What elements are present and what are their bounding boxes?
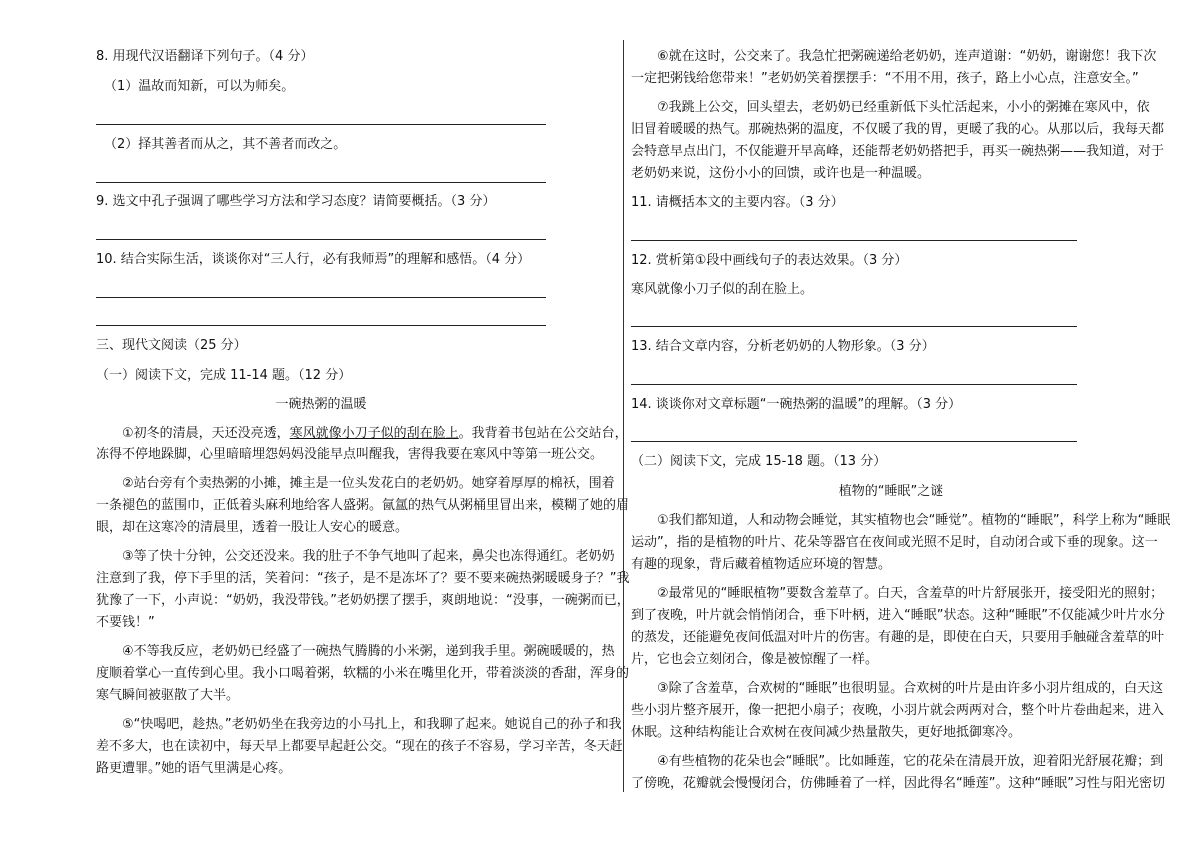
answer-line[interactable] xyxy=(96,182,546,183)
science-paragraph-2-line: 的蒸发，还能避免夜间低温对叶片的伤害。有趣的是，即使在白天，只要用手触碰含羞草的叶 xyxy=(631,630,1165,645)
paragraph-3-line: 犹豫了一下，小声说：“奶奶，我没带钱。”老奶奶摆了摆手，爽朗地说：“没事，一碗粥而已， xyxy=(96,593,630,608)
science-paragraph-4-line: 了傍晚，花瓣就会慢慢闭合，仿佛睡着了一样，因此得名“睡莲”。这种“睡眠”习性与阳光密切 xyxy=(631,776,1165,791)
paragraph-7: ⑦我跳上公交，回头望去，老奶奶已经重新低下头忙活起来，小小的粥摊在寒风中，依 xyxy=(657,100,1150,115)
part-1-heading: （一）阅读下文，完成 11-14 题。（12 分） xyxy=(96,368,352,383)
answer-line[interactable] xyxy=(96,325,546,326)
science-paragraph-4: ④有些植物的花朵也会“睡眠”。比如睡莲，它的花朵在清晨开放，迎着阳光舒展花瓣；到 xyxy=(657,754,1164,769)
answer-line[interactable] xyxy=(631,441,1077,442)
paragraph-2: ②站台旁有个卖热粥的小摊，摊主是一位头发花白的老奶奶。她穿着厚厚的棉袄，围着 xyxy=(122,476,615,491)
question-9: 9. 选文中孔子强调了哪些学习方法和学习态度？请简要概括。（3 分） xyxy=(96,194,496,209)
science-paragraph-2-line: 到了夜晚，叶片就会悄悄闭合，垂下叶柄，进入“睡眠”状态。这种“睡眠”不仅能减少叶片水分 xyxy=(631,608,1165,623)
answer-line[interactable] xyxy=(96,124,546,125)
question-8: 8. 用现代汉语翻译下列句子。（4 分） xyxy=(96,49,314,64)
paragraph-3-line: 注意到了我，停下手里的活，笑着问：“孩子，是不是冻坏了？要不要来碗热粥暖暖身子？”我 xyxy=(96,571,630,586)
paragraph-7-line: 会特意早点出门，不仅能避开早高峰，还能帮老奶奶搭把手，再买一碗热粥——我知道，对于 xyxy=(631,144,1165,159)
paragraph-1: ①初冬的清晨，天还没亮透，寒风就像小刀子似的刮在脸上。我背着书包站在公交站台， xyxy=(122,426,628,441)
paragraph-6-line: 一定把粥钱给您带来！”老奶奶笑着摆摆手：“不用不用，孩子，路上小心点，注意安全。” xyxy=(631,71,1139,86)
answer-line[interactable] xyxy=(631,326,1077,327)
passage-2-title: 植物的“睡眠”之谜 xyxy=(838,484,944,499)
underlined-sentence: 寒风就像小刀子似的刮在脸上 xyxy=(289,426,459,441)
paragraph-5: ⑤“快喝吧，趁热。”老奶奶坐在我旁边的小马扎上，和我聊了起来。她说自己的孙子和我 xyxy=(122,717,622,732)
science-paragraph-1-line: 有趣的现象，背后藏着植物适应环境的智慧。 xyxy=(631,557,892,572)
question-8-1: （1）温故而知新，可以为师矣。 xyxy=(104,79,295,94)
paragraph-2-line: 眼，却在这寒冷的清晨里，透着一股让人安心的暖意。 xyxy=(96,520,409,535)
answer-line[interactable] xyxy=(96,297,546,298)
part-2-heading: （二）阅读下文，完成 15-18 题。（13 分） xyxy=(631,454,887,469)
science-paragraph-3-line: 休眠。这种结构能让合欢树在夜间减少热量散失，更好地抵御寒冷。 xyxy=(631,725,1022,740)
paragraph-7-line: 老奶奶来说，这份小小的回馈，或许也是一种温暖。 xyxy=(631,166,931,181)
paragraph-5-line: 路更遭罪。”她的语气里满是心疼。 xyxy=(96,761,292,776)
science-paragraph-3: ③除了含羞草，合欢树的“睡眠”也很明显。合欢树的叶片是由许多小羽片组成的，白天这 xyxy=(657,681,1164,696)
answer-line[interactable] xyxy=(96,239,546,240)
paragraph-4-line: 度顺着掌心一直传到心里。我小口喝着粥，软糯的小米在嘴里化开，带着淡淡的香甜，浑身的 xyxy=(96,666,630,681)
science-paragraph-1-line: 运动”，指的是植物的叶片、花朵等器官在夜间或光照不足时，自动闭合或下垂的现象。这一 xyxy=(631,535,1158,550)
paragraph-4: ④不等我反应，老奶奶已经盛了一碗热气腾腾的小米粥，递到我手里。粥碗暖暖的，热 xyxy=(122,644,615,659)
science-paragraph-2: ②最常见的“睡眠植物”要数含羞草了。白天，含羞草的叶片舒展张开，接受阳光的照射； xyxy=(657,586,1164,601)
paragraph-6: ⑥就在这时，公交来了。我急忙把粥碗递给老奶奶，连声道谢：“奶奶，谢谢您！我下次 xyxy=(657,49,1157,64)
paragraph-2-line: 一条褪色的蓝围巾，正低着头麻利地给客人盛粥。氤氲的热气从粥桶里冒出来，模糊了她的眉 xyxy=(96,498,630,513)
paragraph-3: ③等了快十分钟，公交还没来。我的肚子不争气地叫了起来，鼻尖也冻得通红。老奶奶 xyxy=(122,549,615,564)
science-paragraph-1: ①我们都知道，人和动物会睡觉，其实植物也会“睡觉”。植物的“睡眠”，科学上称为“睡眠 xyxy=(657,513,1171,528)
question-8-2: （2）择其善者而从之，其不善者而改之。 xyxy=(104,137,347,152)
passage-1-title: 一碗热粥的温暖 xyxy=(275,397,367,412)
question-13: 13. 结合文章内容，分析老奶奶的人物形象。（3 分） xyxy=(631,339,935,354)
paragraph-1-line: 冻得不停地跺脚，心里暗暗埋怨妈妈没能早点叫醒我，害得我要在寒风中等第一班公交。 xyxy=(96,447,604,462)
paragraph-5-line: 差不多大，也在读初中，每天早上都要早起赶公交。“现在的孩子不容易，学习辛苦，冬天赶 xyxy=(96,739,623,754)
question-11: 11. 请概括本文的主要内容。（3 分） xyxy=(631,195,844,210)
science-paragraph-2-line: 片，它也会立刻闭合，像是被惊醒了一样。 xyxy=(631,652,879,667)
question-10: 10. 结合实际生活，谈谈你对“三人行，必有我师焉”的理解和感悟。（4 分） xyxy=(96,252,531,267)
section-3-heading: 三、现代文阅读（25 分） xyxy=(96,338,247,353)
question-12: 12. 赏析第①段中画线句子的表达效果。（3 分） xyxy=(631,253,908,268)
paragraph-3-line: 不要钱！” xyxy=(96,615,155,630)
answer-line[interactable] xyxy=(631,240,1077,241)
answer-line[interactable] xyxy=(631,384,1077,385)
question-12-quote: 寒风就像小刀子似的刮在脸上。 xyxy=(631,282,814,297)
paragraph-4-line: 寒气瞬间被驱散了大半。 xyxy=(96,688,240,703)
question-14: 14. 谈谈你对文章标题“一碗热粥的温暖”的理解。（3 分） xyxy=(631,397,962,412)
paragraph-7-line: 旧冒着暖暖的热气。那碗热粥的温度，不仅暖了我的胃，更暖了我的心。从那以后，我每天都 xyxy=(631,122,1165,137)
science-paragraph-3-line: 些小羽片整齐展开，像一把把小扇子；夜晚，小羽片就会两两对合，整个叶片卷曲起来，进入 xyxy=(631,703,1165,718)
